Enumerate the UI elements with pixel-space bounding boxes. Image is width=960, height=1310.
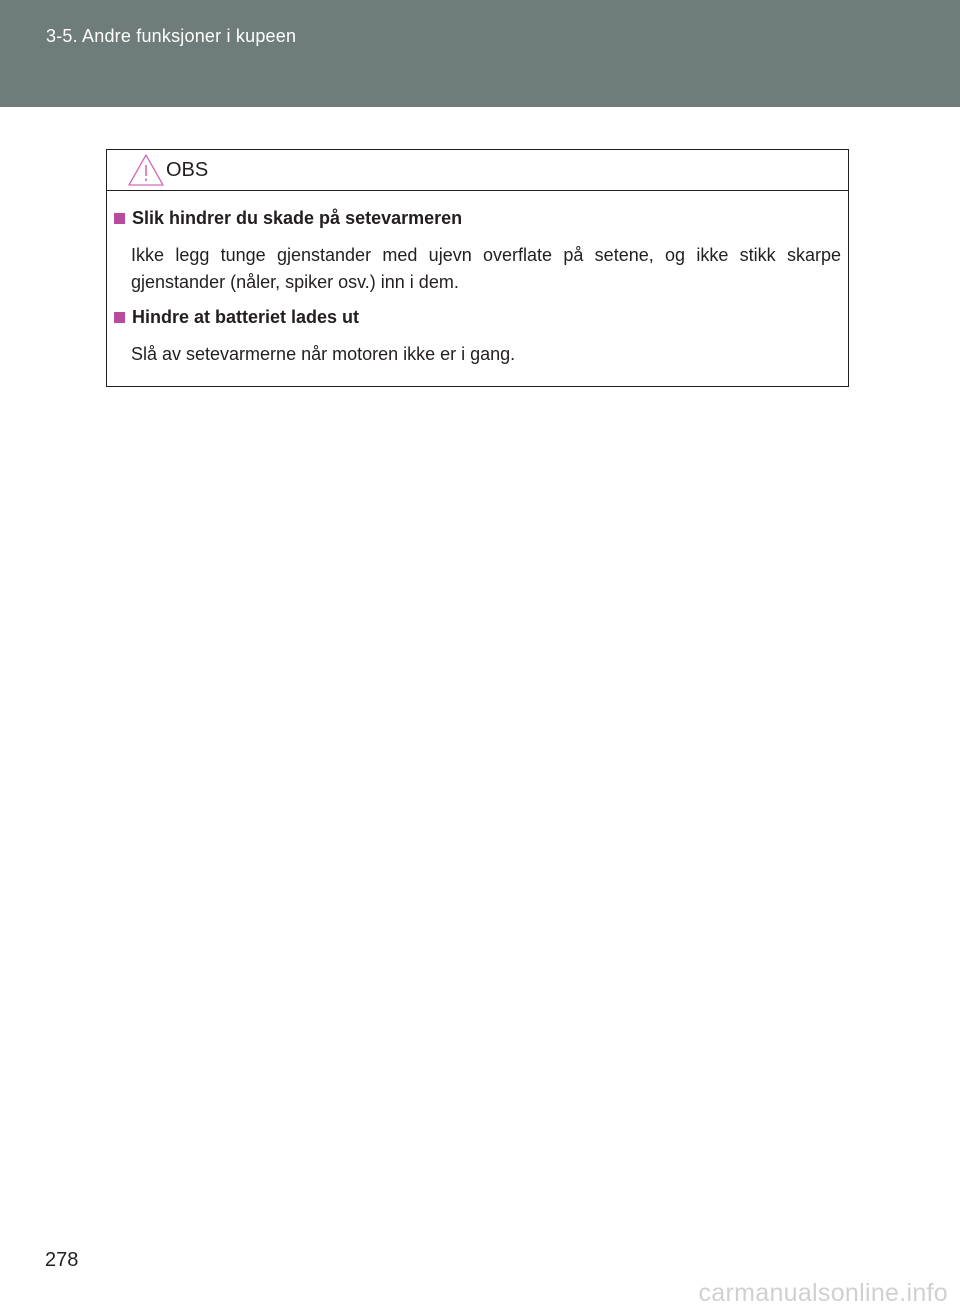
page-number: 278: [45, 1249, 79, 1271]
notice-section: [114, 305, 841, 368]
section-body: Ikke legg tunge gjenstander med ujevn overflate på setene, og ikke stikk skarpe gjenstander (nåler, spiker osv.) inn i dem.: [131, 245, 841, 292]
notice-section: [114, 206, 841, 296]
notice-header: [107, 150, 848, 191]
section-heading-text: Slik hindrer du skade på setevarmeren: [132, 207, 463, 228]
section-heading: [114, 206, 841, 230]
notice-title: OBS: [166, 159, 209, 181]
section-heading-text: Hindre at batteriet lades ut: [132, 306, 360, 327]
notice-box: [106, 149, 849, 387]
watermark: carmanualsonline.info: [698, 1279, 948, 1307]
section-heading: [114, 305, 841, 329]
warning-triangle-icon: [127, 153, 165, 187]
section-title: 3-5. Andre funksjoner i kupeen: [46, 26, 297, 46]
square-bullet-icon: [114, 312, 125, 323]
section-body: Slå av setevarmerne når motoren ikke er i gang.: [131, 344, 516, 364]
square-bullet-icon: [114, 213, 125, 224]
header-band: [0, 0, 960, 107]
